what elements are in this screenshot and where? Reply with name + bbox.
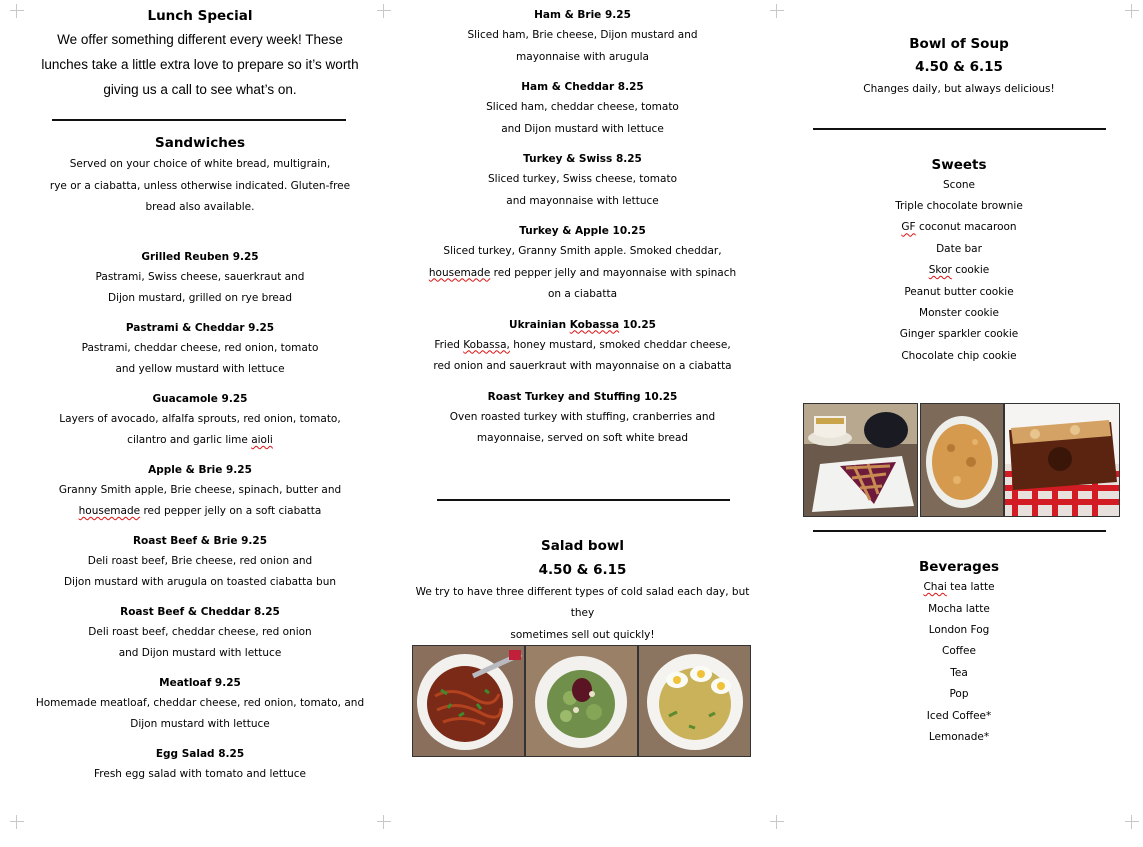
lunch-special-line: giving us a call to see what’s on.: [103, 82, 297, 97]
menu-item-title: Turkey & Swiss 8.25: [523, 153, 642, 165]
menu-item-line: Sliced turkey, Swiss cheese, tomato: [487, 173, 678, 185]
menu-item-line: Deli roast beef, Brie cheese, red onion and: [87, 554, 313, 567]
menu-item-title: Roast Beef & Brie 9.25: [132, 534, 268, 547]
section-divider: [813, 530, 1106, 532]
beverage-item: Lemonade*: [928, 731, 990, 743]
menu-item-title: Guacamole 9.25: [152, 392, 248, 405]
menu-item: [30, 531, 370, 594]
menu-item-line: red onion and sauerkraut with mayonnaise on a ciabatta: [433, 360, 732, 372]
sweet-item: Scone: [943, 178, 975, 191]
date-bar-photo: [1004, 403, 1120, 517]
sweet-item: Peanut butter cookie: [904, 285, 1014, 298]
menu-item-line: Granny Smith apple, Brie cheese, spinach, butter and: [58, 483, 342, 496]
tea-and-pie-photo: [803, 403, 918, 517]
menu-item-title: Ham & Brie 9.25: [534, 9, 631, 21]
beverage-item: Coffee: [942, 645, 976, 658]
salad-title: Salad bowl: [541, 537, 624, 554]
spellcheck-flag: Skor: [928, 264, 952, 277]
menu-item: [410, 5, 755, 68]
menu-item: [30, 744, 370, 786]
menu-item-line: mayonnaise, served on soft white bread: [476, 432, 689, 444]
sandwiches-intro: [30, 154, 370, 219]
sweets-list: [800, 175, 1118, 368]
menu-item: [410, 77, 755, 140]
sweets-title: Sweets: [931, 156, 987, 173]
spellcheck-flag: Kobassa,: [463, 338, 510, 351]
crop-mark: [10, 815, 24, 829]
menu-item-title: Apple & Brie 9.25: [148, 463, 252, 476]
beverages-list: [800, 577, 1118, 748]
beverage-item: Mocha latte: [928, 602, 990, 615]
section-divider: [52, 119, 346, 121]
menu-item-line: Deli roast beef, cheddar cheese, red onion: [88, 625, 312, 638]
menu-item-line: Dijon mustard, grilled on rye bread: [108, 292, 292, 304]
column-right: [800, 0, 1118, 748]
menu-item-line: Sliced turkey, Granny Smith apple. Smoked cheddar,: [443, 245, 722, 257]
menu-item-line: Dijon mustard with arugula on toasted ciabatta bun: [63, 576, 337, 588]
menu-item-line: Sliced ham, Brie cheese, Dijon mustard and: [467, 29, 698, 41]
menu-item-line: Layers of avocado, alfalfa sprouts, red onion, tomato,: [59, 412, 341, 425]
soup-title: Bowl of Soup: [909, 36, 1009, 52]
menu-item-title: Roast Turkey and Stuffing 10.25: [487, 390, 678, 403]
menu-item-line: Pastrami, Swiss cheese, sauerkraut and: [95, 270, 305, 283]
sandwiches-intro-line: rye or a ciabatta, unless otherwise indicated. Gluten-free: [49, 179, 351, 192]
menu-item-line: Pastrami, cheddar cheese, red onion, tomato: [81, 341, 319, 354]
noodle-salad-photo: [412, 645, 525, 757]
menu-item-line: and Dijon mustard with lettuce: [501, 122, 664, 135]
sweet-item: Triple chocolate brownie: [895, 199, 1023, 212]
spellcheck-flag: housemade: [78, 505, 141, 517]
menu-item: [30, 247, 370, 310]
menu-item-line: Dijon mustard with lettuce: [130, 718, 270, 730]
crop-mark: [377, 4, 391, 18]
spellcheck-flag: housemade: [428, 266, 491, 279]
beverage-item: Pop: [949, 688, 969, 701]
menu-item-title: Grilled Reuben 9.25: [141, 250, 259, 263]
menu-item-line: mayonnaise with arugula: [516, 50, 649, 63]
menu-item: [410, 315, 755, 378]
sweet-item: Date bar: [936, 242, 982, 255]
salad-price: 4.50 & 6.15: [538, 561, 627, 578]
lunch-special-line: We offer something different every week! These: [57, 32, 343, 47]
spellcheck-flag: GF: [901, 221, 916, 234]
menu-item: [30, 318, 370, 381]
sweet-item: Ginger sparkler cookie: [899, 328, 1019, 341]
broccoli-salad-photo: [525, 645, 638, 757]
menu-item-line: on a ciabatta: [547, 288, 618, 300]
crop-mark: [10, 4, 24, 18]
menu-item: [410, 149, 755, 212]
menu-item-line: and mayonnaise with lettuce: [506, 194, 659, 207]
beverages-title: Beverages: [918, 559, 1000, 576]
menu-item-title: Ukrainian Kobassa 10.25: [509, 318, 656, 331]
sweet-item: Monster cookie: [919, 306, 999, 319]
section-divider: [437, 499, 730, 501]
lunch-special-description: [30, 27, 370, 102]
menu-item-line: housemade red pepper jelly on a soft ciabatta: [78, 505, 322, 517]
sweet-item: Chocolate chip cookie: [901, 349, 1017, 362]
menu-item-line: Homemade meatloaf, cheddar cheese, red onion, tomato, and: [35, 696, 365, 709]
menu-item: [30, 389, 370, 452]
spellcheck-flag: Chai: [923, 581, 947, 594]
sandwiches-intro-line: bread also available.: [145, 201, 255, 213]
section-divider: [813, 128, 1106, 130]
menu-item-line: Fried Kobassa, honey mustard, smoked cheddar cheese,: [434, 338, 731, 351]
menu-item-line: and yellow mustard with lettuce: [115, 363, 285, 375]
egg-salad-photo: [638, 645, 751, 757]
soup-price: 4.50 & 6.15: [915, 59, 1003, 75]
spellcheck-flag: Kobassa: [569, 318, 620, 331]
menu-item: [30, 460, 370, 523]
menu-item: [30, 673, 370, 736]
spellcheck-flag: aioli: [251, 434, 273, 446]
crop-mark: [770, 815, 784, 829]
menu-item-title: Roast Beef & Cheddar 8.25: [120, 605, 280, 618]
column-left: [30, 0, 370, 785]
menu-item-line: and Dijon mustard with lettuce: [118, 647, 282, 659]
crop-mark: [377, 815, 391, 829]
sandwiches-title: Sandwiches: [154, 135, 245, 151]
menu-item-title: Meatloaf 9.25: [159, 676, 241, 689]
lunch-special-line: lunches take a little extra love to prepare so it’s worth: [41, 57, 359, 72]
menu-item-line: Sliced ham, cheddar cheese, tomato: [486, 101, 679, 113]
beverage-item: Chai tea latte: [923, 581, 995, 594]
menu-item-title: Turkey & Apple 10.25: [519, 225, 646, 237]
cookie-photo: [920, 403, 1004, 517]
sandwiches-intro-line: Served on your choice of white bread, multigrain,: [69, 158, 331, 170]
salad-description: [410, 582, 755, 647]
menu-item-line: Fresh egg salad with tomato and lettuce: [94, 767, 306, 780]
crop-mark: [1125, 4, 1139, 18]
crop-mark: [1125, 815, 1139, 829]
beverage-item: Iced Coffee*: [926, 709, 992, 722]
crop-mark: [770, 4, 784, 18]
menu-item-title: Egg Salad 8.25: [155, 747, 245, 760]
sweet-item: GF coconut macaroon: [901, 221, 1017, 234]
salad-line: We try to have three different types of cold salad each day, but they: [415, 585, 750, 619]
sweet-item: Skor cookie: [928, 264, 990, 277]
menu-item: [410, 221, 755, 306]
beverage-item: London Fog: [928, 623, 990, 636]
menu-item-line: cilantro and garlic lime aioli: [127, 434, 273, 446]
menu-item: [410, 387, 755, 450]
column-middle: [410, 0, 755, 646]
salad-line: sometimes sell out quickly!: [510, 628, 655, 641]
menu-item: [30, 602, 370, 665]
menu-item-title: Ham & Cheddar 8.25: [521, 81, 644, 93]
menu-item-line: housemade red pepper jelly and mayonnaise with spinach: [428, 266, 737, 279]
menu-item-line: Oven roasted turkey with stuffing, cranberries and: [449, 410, 716, 423]
beverage-item: Tea: [950, 666, 968, 679]
lunch-special-title: Lunch Special: [147, 8, 253, 24]
menu-item-title: Pastrami & Cheddar 9.25: [125, 321, 275, 334]
soup-note: Changes daily, but always delicious!: [863, 83, 1055, 95]
